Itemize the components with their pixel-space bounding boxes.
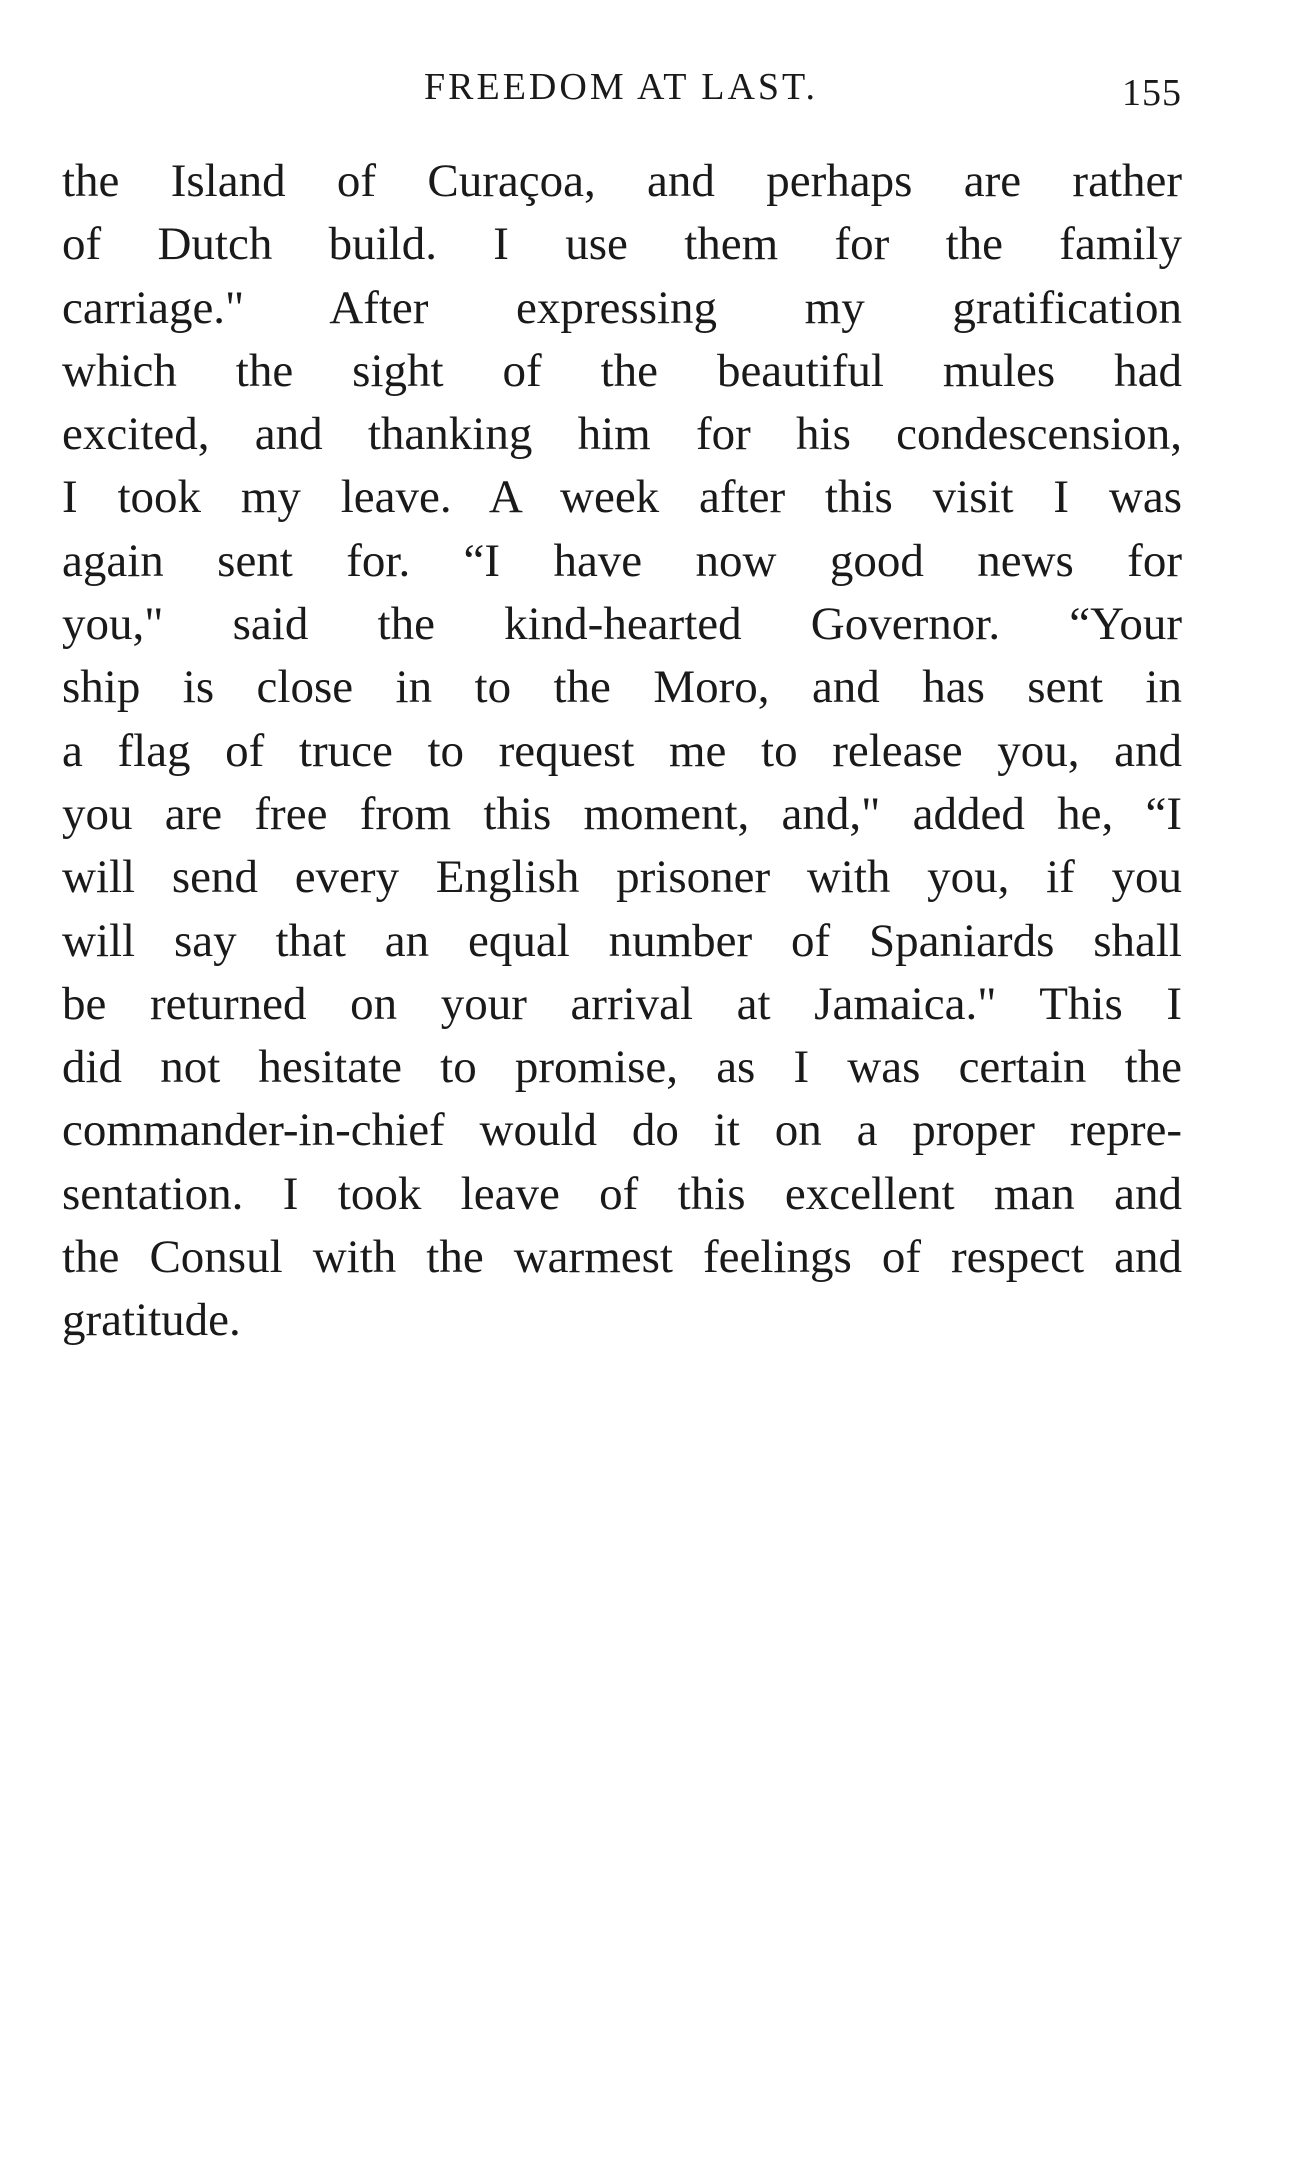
text-line: carriage." After expressing my gratification bbox=[62, 281, 1182, 334]
text-line: will say that an equal number of Spaniards shall bbox=[62, 914, 1182, 967]
text-line: you," said the kind-hearted Governor. “Your bbox=[62, 598, 1182, 651]
text-line: ship is close in to the Moro, and has sent in bbox=[62, 661, 1182, 714]
text-line: did not hesitate to promise, as I was certain the bbox=[62, 1041, 1182, 1094]
body-paragraph bbox=[62, 150, 1182, 1353]
text-line: sentation. I took leave of this excellent man and bbox=[62, 1167, 1182, 1220]
text-line: excited, and thanking him for his condescension, bbox=[62, 408, 1182, 461]
text-line: a flag of truce to request me to release you, and bbox=[62, 724, 1182, 777]
text-line: of Dutch build. I use them for the family bbox=[62, 218, 1182, 271]
text-line: you are free from this moment, and," added he, “I bbox=[62, 787, 1182, 840]
text-line: which the sight of the beautiful mules had bbox=[62, 344, 1182, 397]
text-line: again sent for. “I have now good news for bbox=[62, 534, 1182, 587]
text-line: I took my leave. A week after this visit I was bbox=[62, 471, 1182, 524]
text-line: be returned on your arrival at Jamaica." This I bbox=[62, 977, 1182, 1030]
running-head bbox=[60, 62, 1182, 112]
text-line: will send every English prisoner with you, if you bbox=[62, 851, 1182, 904]
text-line: gratitude. bbox=[62, 1294, 241, 1347]
running-title: FREEDOM AT LAST. bbox=[424, 66, 818, 108]
page-number: 155 bbox=[1122, 72, 1182, 114]
text-line: the Island of Curaçoa, and perhaps are rather bbox=[62, 155, 1182, 207]
text-line: commander-in-chief would do it on a proper repre- bbox=[62, 1104, 1182, 1157]
text-line: the Consul with the warmest feelings of respect and bbox=[62, 1231, 1182, 1284]
